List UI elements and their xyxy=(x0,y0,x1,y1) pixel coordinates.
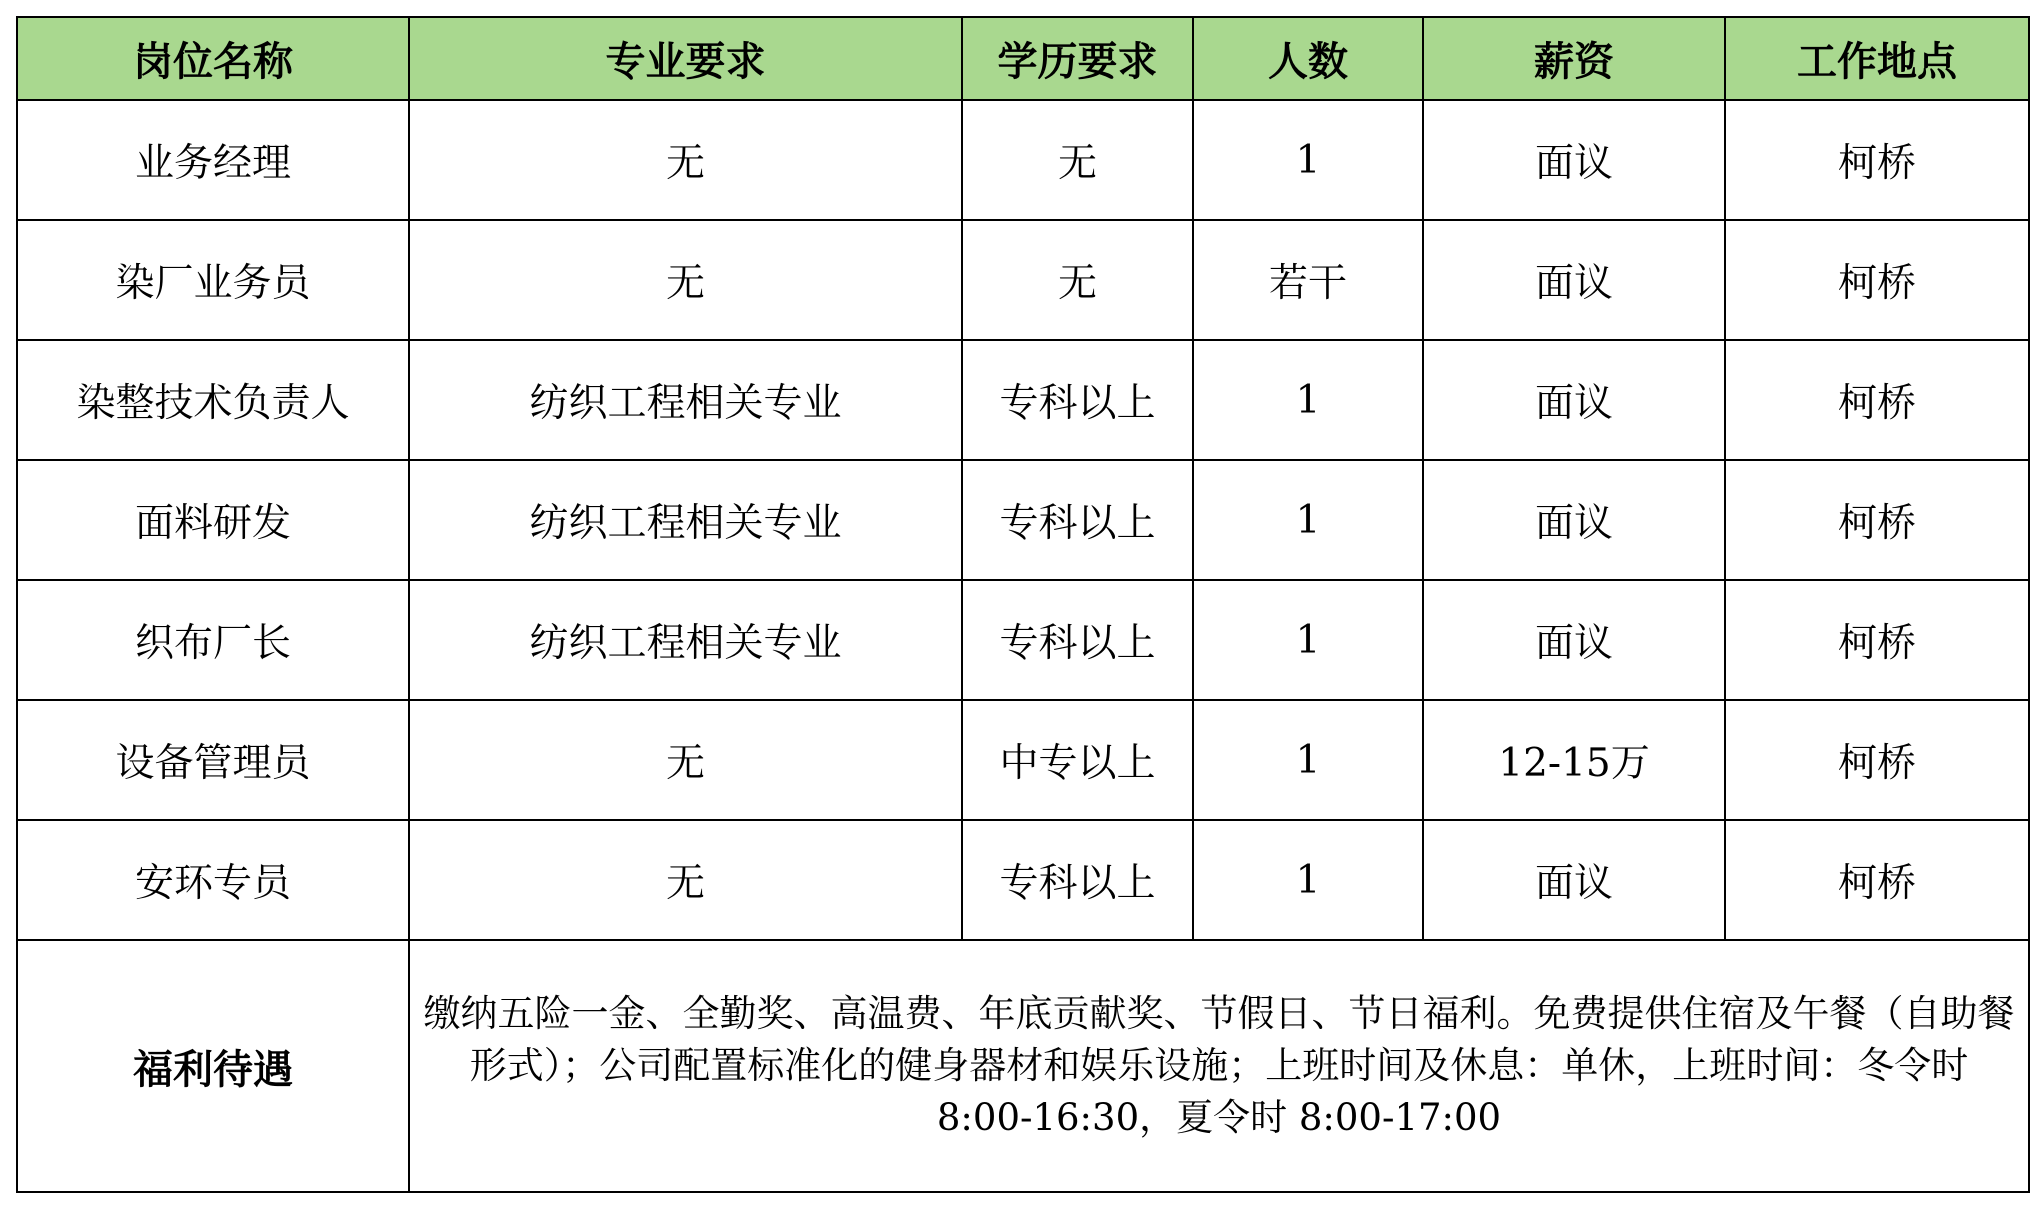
cell-salary: 面议 xyxy=(1423,100,1725,220)
cell-position: 业务经理 xyxy=(17,100,409,220)
table-row xyxy=(17,460,2029,580)
cell-headcount: 1 xyxy=(1193,460,1423,580)
cell-location: 柯桥 xyxy=(1725,580,2029,700)
cell-position: 染整技术负责人 xyxy=(17,340,409,460)
header-major: 专业要求 xyxy=(409,17,962,100)
cell-education: 专科以上 xyxy=(962,460,1193,580)
cell-headcount: 1 xyxy=(1193,100,1423,220)
cell-position: 染厂业务员 xyxy=(17,220,409,340)
cell-major: 无 xyxy=(409,100,962,220)
cell-salary: 面议 xyxy=(1423,340,1725,460)
cell-education: 无 xyxy=(962,100,1193,220)
header-position: 岗位名称 xyxy=(17,17,409,100)
table-row xyxy=(17,100,2029,220)
table-row xyxy=(17,340,2029,460)
cell-position: 织布厂长 xyxy=(17,580,409,700)
cell-location: 柯桥 xyxy=(1725,220,2029,340)
cell-location: 柯桥 xyxy=(1725,700,2029,820)
cell-location: 柯桥 xyxy=(1725,820,2029,940)
cell-headcount: 1 xyxy=(1193,700,1423,820)
header-location: 工作地点 xyxy=(1725,17,2029,100)
cell-headcount: 1 xyxy=(1193,580,1423,700)
table-row xyxy=(17,700,2029,820)
cell-major: 纺织工程相关专业 xyxy=(409,580,962,700)
table-row xyxy=(17,820,2029,940)
cell-major: 无 xyxy=(409,220,962,340)
header-headcount: 人数 xyxy=(1193,17,1423,100)
cell-headcount: 若干 xyxy=(1193,220,1423,340)
benefits-text: 缴纳五险一金、全勤奖、高温费、年底贡献奖、节假日、节日福利。免费提供住宿及午餐（自助餐形式）；公司配置标准化的健身器材和娱乐设施；上班时间及休息：单休，上班时间：冬令时 8:00-16:30，夏令时 8:00-17:00 xyxy=(409,940,2029,1192)
cell-location: 柯桥 xyxy=(1725,460,2029,580)
cell-position: 设备管理员 xyxy=(17,700,409,820)
benefits-label: 福利待遇 xyxy=(17,940,409,1192)
benefits-row xyxy=(17,940,2029,1192)
cell-education: 中专以上 xyxy=(962,700,1193,820)
cell-major: 纺织工程相关专业 xyxy=(409,460,962,580)
cell-major: 纺织工程相关专业 xyxy=(409,340,962,460)
table-row xyxy=(17,220,2029,340)
cell-education: 专科以上 xyxy=(962,340,1193,460)
cell-education: 无 xyxy=(962,220,1193,340)
cell-major: 无 xyxy=(409,820,962,940)
cell-headcount: 1 xyxy=(1193,820,1423,940)
cell-education: 专科以上 xyxy=(962,580,1193,700)
cell-headcount: 1 xyxy=(1193,340,1423,460)
cell-salary: 面议 xyxy=(1423,460,1725,580)
header-education: 学历要求 xyxy=(962,17,1193,100)
header-salary: 薪资 xyxy=(1423,17,1725,100)
cell-salary: 面议 xyxy=(1423,580,1725,700)
cell-location: 柯桥 xyxy=(1725,340,2029,460)
cell-major: 无 xyxy=(409,700,962,820)
table-header-row xyxy=(17,17,2029,100)
cell-salary: 12-15万 xyxy=(1423,700,1725,820)
job-listing-table xyxy=(16,16,2030,1193)
cell-location: 柯桥 xyxy=(1725,100,2029,220)
cell-salary: 面议 xyxy=(1423,220,1725,340)
cell-salary: 面议 xyxy=(1423,820,1725,940)
table-row xyxy=(17,580,2029,700)
cell-position: 面料研发 xyxy=(17,460,409,580)
cell-position: 安环专员 xyxy=(17,820,409,940)
cell-education: 专科以上 xyxy=(962,820,1193,940)
